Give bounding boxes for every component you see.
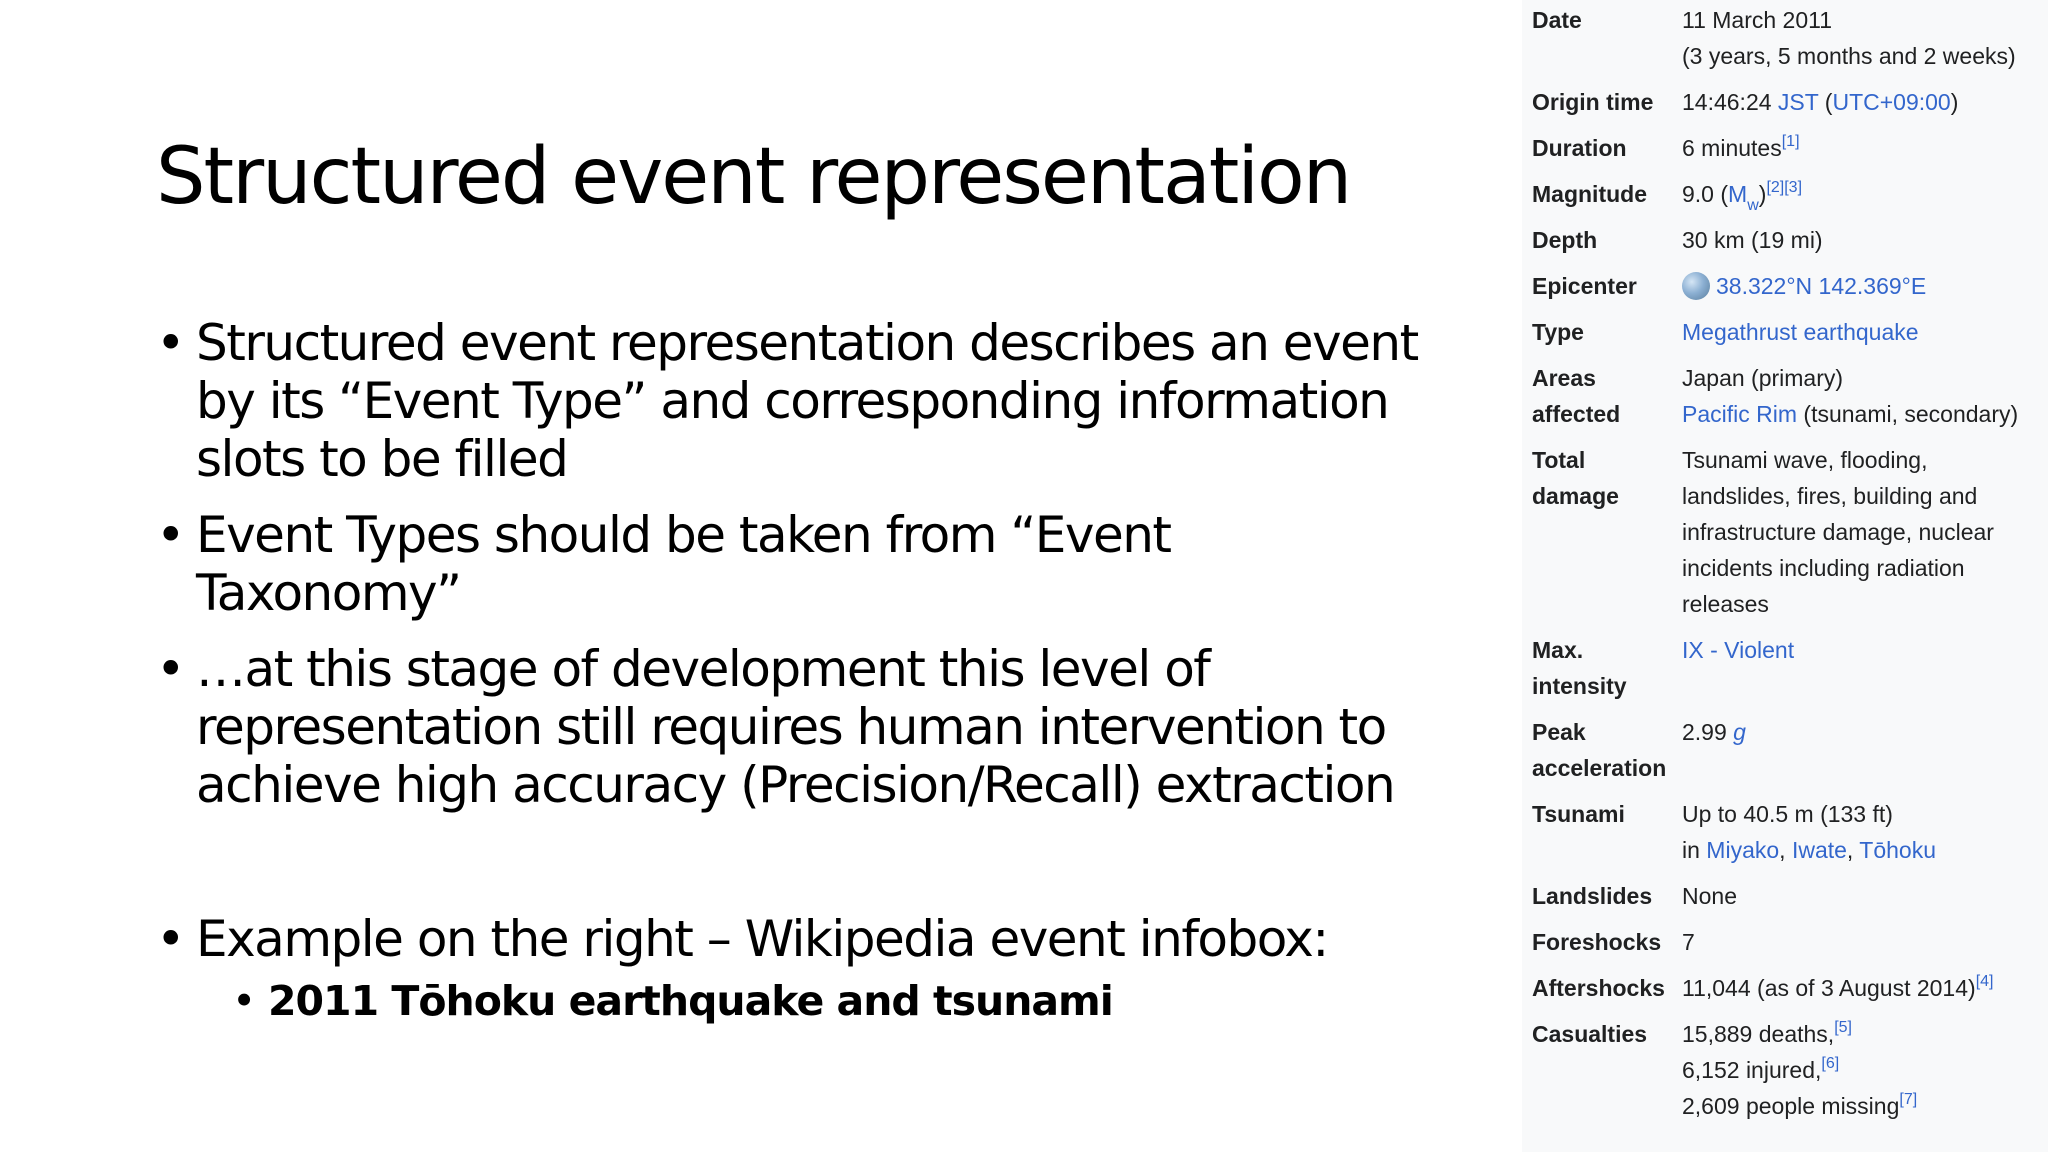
row-label: Duration [1532, 135, 1627, 161]
date-value: 11 March 2011 [1682, 7, 1833, 33]
paren-close: ) [1758, 181, 1767, 207]
row-label: Landslides [1532, 883, 1653, 909]
bullet-dot: • [156, 640, 184, 698]
casualties-deaths [1682, 1016, 2048, 1052]
row-value [1682, 360, 2048, 432]
row-value [1682, 970, 2048, 1006]
row-label [1522, 714, 1682, 786]
infobox-row-magnitude [1522, 176, 2048, 212]
utc-link[interactable]: UTC+09:00 [1832, 89, 1951, 115]
duration-value: 6 minutes [1682, 135, 1782, 161]
label-line: Areas [1532, 365, 1596, 391]
tohoku-link[interactable]: Tōhoku [1859, 837, 1937, 863]
bullet-line: …at this stage of development this level of [196, 640, 1210, 698]
infobox-row-areas-affected [1522, 360, 2048, 432]
row-label: Type [1532, 319, 1584, 345]
infobox-row-total-damage [1522, 442, 2048, 622]
casualties-missing [1682, 1088, 2048, 1124]
row-label: Epicenter [1532, 273, 1637, 299]
sub-bullet-tohoku [232, 972, 1446, 1030]
megathrust-link[interactable]: Megathrust earthquake [1682, 319, 1919, 345]
infobox-row-duration [1522, 130, 2048, 166]
bullet-line: Example on the right – Wikipedia event infobox: [196, 910, 1328, 968]
acceleration-value: 2.99 [1682, 719, 1734, 745]
label-line: Peak [1532, 719, 1586, 745]
tsunami-location [1682, 832, 2048, 868]
row-value [1682, 176, 2048, 212]
casualties-injured [1682, 1052, 2048, 1088]
infobox-row-depth [1522, 222, 2048, 258]
damage-line: infrastructure damage, nuclear [1682, 519, 1994, 545]
bullet-dot: • [156, 314, 184, 372]
infobox-row-casualties [1522, 1016, 2048, 1124]
infobox-row-epicenter [1522, 268, 2048, 304]
reference-link[interactable]: [6] [1821, 1055, 1840, 1072]
damage-line: landslides, fires, building and [1682, 483, 1978, 509]
miyako-link[interactable]: Miyako [1706, 837, 1780, 863]
iwate-link[interactable]: Iwate [1791, 837, 1847, 863]
jst-link[interactable]: JST [1777, 89, 1819, 115]
row-label: Depth [1532, 227, 1598, 253]
bullet-dot: • [232, 977, 256, 1025]
tsunami-height: Up to 40.5 m (133 ft) [1682, 801, 1893, 827]
reference-link[interactable]: [2][3] [1766, 179, 1803, 196]
infobox-row-tsunami [1522, 796, 2048, 868]
bullet-dot: • [156, 910, 184, 968]
damage-line: incidents including radiation [1682, 555, 1965, 581]
reference-link[interactable]: [7] [1899, 1091, 1918, 1108]
epicenter-coordinates-link[interactable]: 38.322°N 142.369°E [1716, 273, 1927, 299]
bullet-development-stage [156, 640, 1446, 814]
bullet-dot: • [156, 506, 184, 564]
slide-title: Structured event representation [156, 132, 1351, 222]
bullet-line: by its “Event Type” and corresponding information [196, 372, 1389, 430]
paren-open: ( [1818, 89, 1833, 115]
infobox-row-peak-acceleration [1522, 714, 2048, 786]
infobox-row-origin-time [1522, 84, 2048, 120]
separator: , [1779, 837, 1792, 863]
row-value [1682, 130, 2048, 166]
infobox-row-date [1522, 2, 2048, 74]
label-line: damage [1532, 483, 1619, 509]
row-value [1682, 2, 2048, 74]
row-label: Casualties [1532, 1021, 1648, 1047]
globe-icon[interactable] [1682, 272, 1710, 300]
origin-time-value: 14:46:24 [1682, 89, 1772, 115]
row-value [1682, 268, 2048, 304]
row-label: Tsunami [1532, 801, 1625, 827]
pacific-rim-link[interactable]: Pacific Rim [1682, 401, 1798, 427]
missing-value: 2,609 people missing [1682, 1093, 1900, 1119]
intensity-link[interactable]: IX - Violent [1682, 637, 1795, 663]
infobox-row-foreshocks [1522, 924, 2048, 960]
row-value [1682, 796, 2048, 868]
paren-close: ) [1950, 89, 1959, 115]
damage-line: Tsunami wave, flooding, [1682, 447, 1928, 473]
magnitude-value: 9.0 ( [1682, 181, 1729, 207]
areas-primary: Japan (primary) [1682, 365, 1844, 391]
bullet-line: Event Types should be taken from “Event [196, 506, 1171, 564]
wikipedia-infobox [1522, 0, 2048, 1152]
row-label: Magnitude [1532, 181, 1647, 207]
reference-link[interactable]: [1] [1781, 133, 1800, 150]
row-value: 30 km (19 mi) [1682, 227, 1823, 253]
bullet-line: achieve high accuracy (Precision/Recall) extraction [196, 756, 1395, 814]
date-elapsed: (3 years, 5 months and 2 weeks) [1682, 43, 2016, 69]
reference-link[interactable]: [4] [1975, 973, 1994, 990]
row-label: Aftershocks [1532, 975, 1665, 1001]
bullet-line: Structured event representation describes an event [196, 314, 1418, 372]
infobox-row-aftershocks [1522, 970, 2048, 1006]
g-force-link[interactable]: g [1733, 719, 1746, 745]
row-value [1682, 714, 2048, 786]
damage-line: releases [1682, 591, 1769, 617]
label-line: affected [1532, 401, 1621, 427]
deaths-value: 15,889 deaths, [1682, 1021, 1835, 1047]
bullet-line: Taxonomy” [196, 564, 461, 622]
bullet-line: representation still requires human intervention to [196, 698, 1386, 756]
bullet-structured-representation [156, 314, 1446, 488]
infobox-row-landslides [1522, 878, 2048, 914]
separator: , [1846, 837, 1860, 863]
row-value [1682, 84, 2048, 120]
row-value [1682, 1016, 2048, 1124]
row-value: None [1682, 883, 1737, 909]
bullet-line: slots to be filled [196, 430, 568, 488]
bullet-list [156, 314, 1446, 1030]
row-label [1522, 360, 1682, 432]
row-value [1682, 632, 2048, 704]
label-line: Total [1532, 447, 1586, 473]
infobox-row-type [1522, 314, 2048, 350]
row-value [1682, 442, 2048, 622]
row-label [1522, 632, 1682, 704]
moment-magnitude-link[interactable]: M [1728, 181, 1748, 207]
row-label: Foreshocks [1532, 929, 1662, 955]
row-label: Date [1532, 7, 1582, 33]
label-line: Max. [1532, 637, 1584, 663]
magnitude-subscript[interactable]: w [1747, 197, 1759, 214]
aftershocks-value: 11,044 (as of 3 August 2014) [1682, 975, 1976, 1001]
bullet-example [156, 910, 1446, 968]
row-value: 7 [1682, 929, 1695, 955]
row-label [1522, 442, 1682, 622]
reference-link[interactable]: [5] [1834, 1019, 1852, 1036]
infobox-row-max-intensity [1522, 632, 2048, 704]
label-line: acceleration [1532, 755, 1667, 781]
bullet-event-types [156, 506, 1446, 622]
injured-value: 6,152 injured, [1682, 1057, 1822, 1083]
label-line: intensity [1532, 673, 1627, 699]
areas-secondary-note: (tsunami, secondary) [1797, 401, 2019, 427]
row-label: Origin time [1532, 89, 1654, 115]
areas-secondary [1682, 396, 2048, 432]
sub-bullet-text: 2011 Tōhoku earthquake and tsunami [268, 977, 1113, 1025]
tsunami-in: in [1682, 837, 1707, 863]
